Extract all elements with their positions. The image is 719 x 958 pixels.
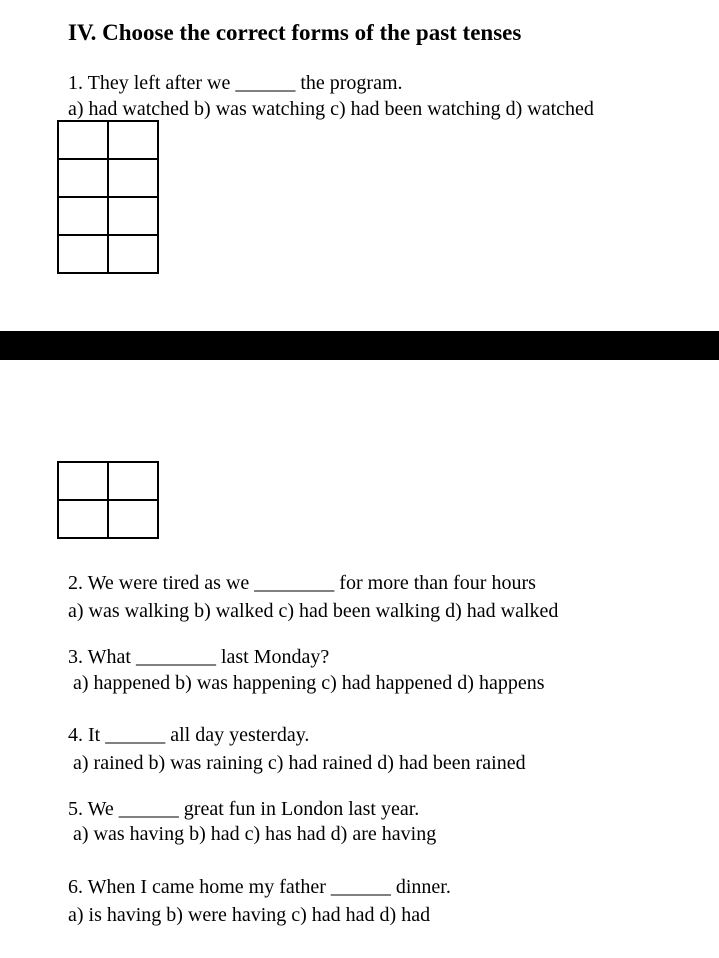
question-4-options: a) rained b) was raining c) had rained d) had been rained (73, 752, 526, 774)
grid-cell (108, 500, 158, 538)
answer-grid-top (57, 120, 159, 274)
question-2-options: a) was walking b) walked c) had been walking d) had walked (68, 600, 559, 622)
grid-cell (108, 197, 158, 235)
question-5-options: a) was having b) had c) has had d) are having (73, 823, 437, 845)
grid-cell (58, 500, 108, 538)
question-1: 1. They left after we ______ the program. (68, 72, 403, 94)
question-3: 3. What ________ last Monday? (68, 646, 330, 668)
grid-cell (58, 462, 108, 500)
question-1-options: a) had watched b) was watching c) had been watching d) watched (68, 98, 594, 120)
grid-cell (58, 197, 108, 235)
answer-grid-bottom (57, 461, 159, 539)
grid-cell (58, 159, 108, 197)
question-6: 6. When I came home my father ______ dinner. (68, 876, 451, 898)
black-divider-bar (0, 331, 719, 360)
grid-cell (108, 159, 158, 197)
question-5: 5. We ______ great fun in London last year. (68, 798, 420, 820)
question-2: 2. We were tired as we ________ for more than four hours (68, 572, 536, 594)
question-6-options: a) is having b) were having c) had had d) had (68, 904, 431, 926)
grid-cell (108, 235, 158, 273)
question-3-options: a) happened b) was happening c) had happened d) happens (73, 672, 545, 694)
question-4: 4. It ______ all day yesterday. (68, 724, 310, 746)
grid-cell (108, 462, 158, 500)
grid-cell (58, 121, 108, 159)
page-title: IV. Choose the correct forms of the past tenses (68, 20, 522, 45)
grid-cell (58, 235, 108, 273)
grid-cell (108, 121, 158, 159)
